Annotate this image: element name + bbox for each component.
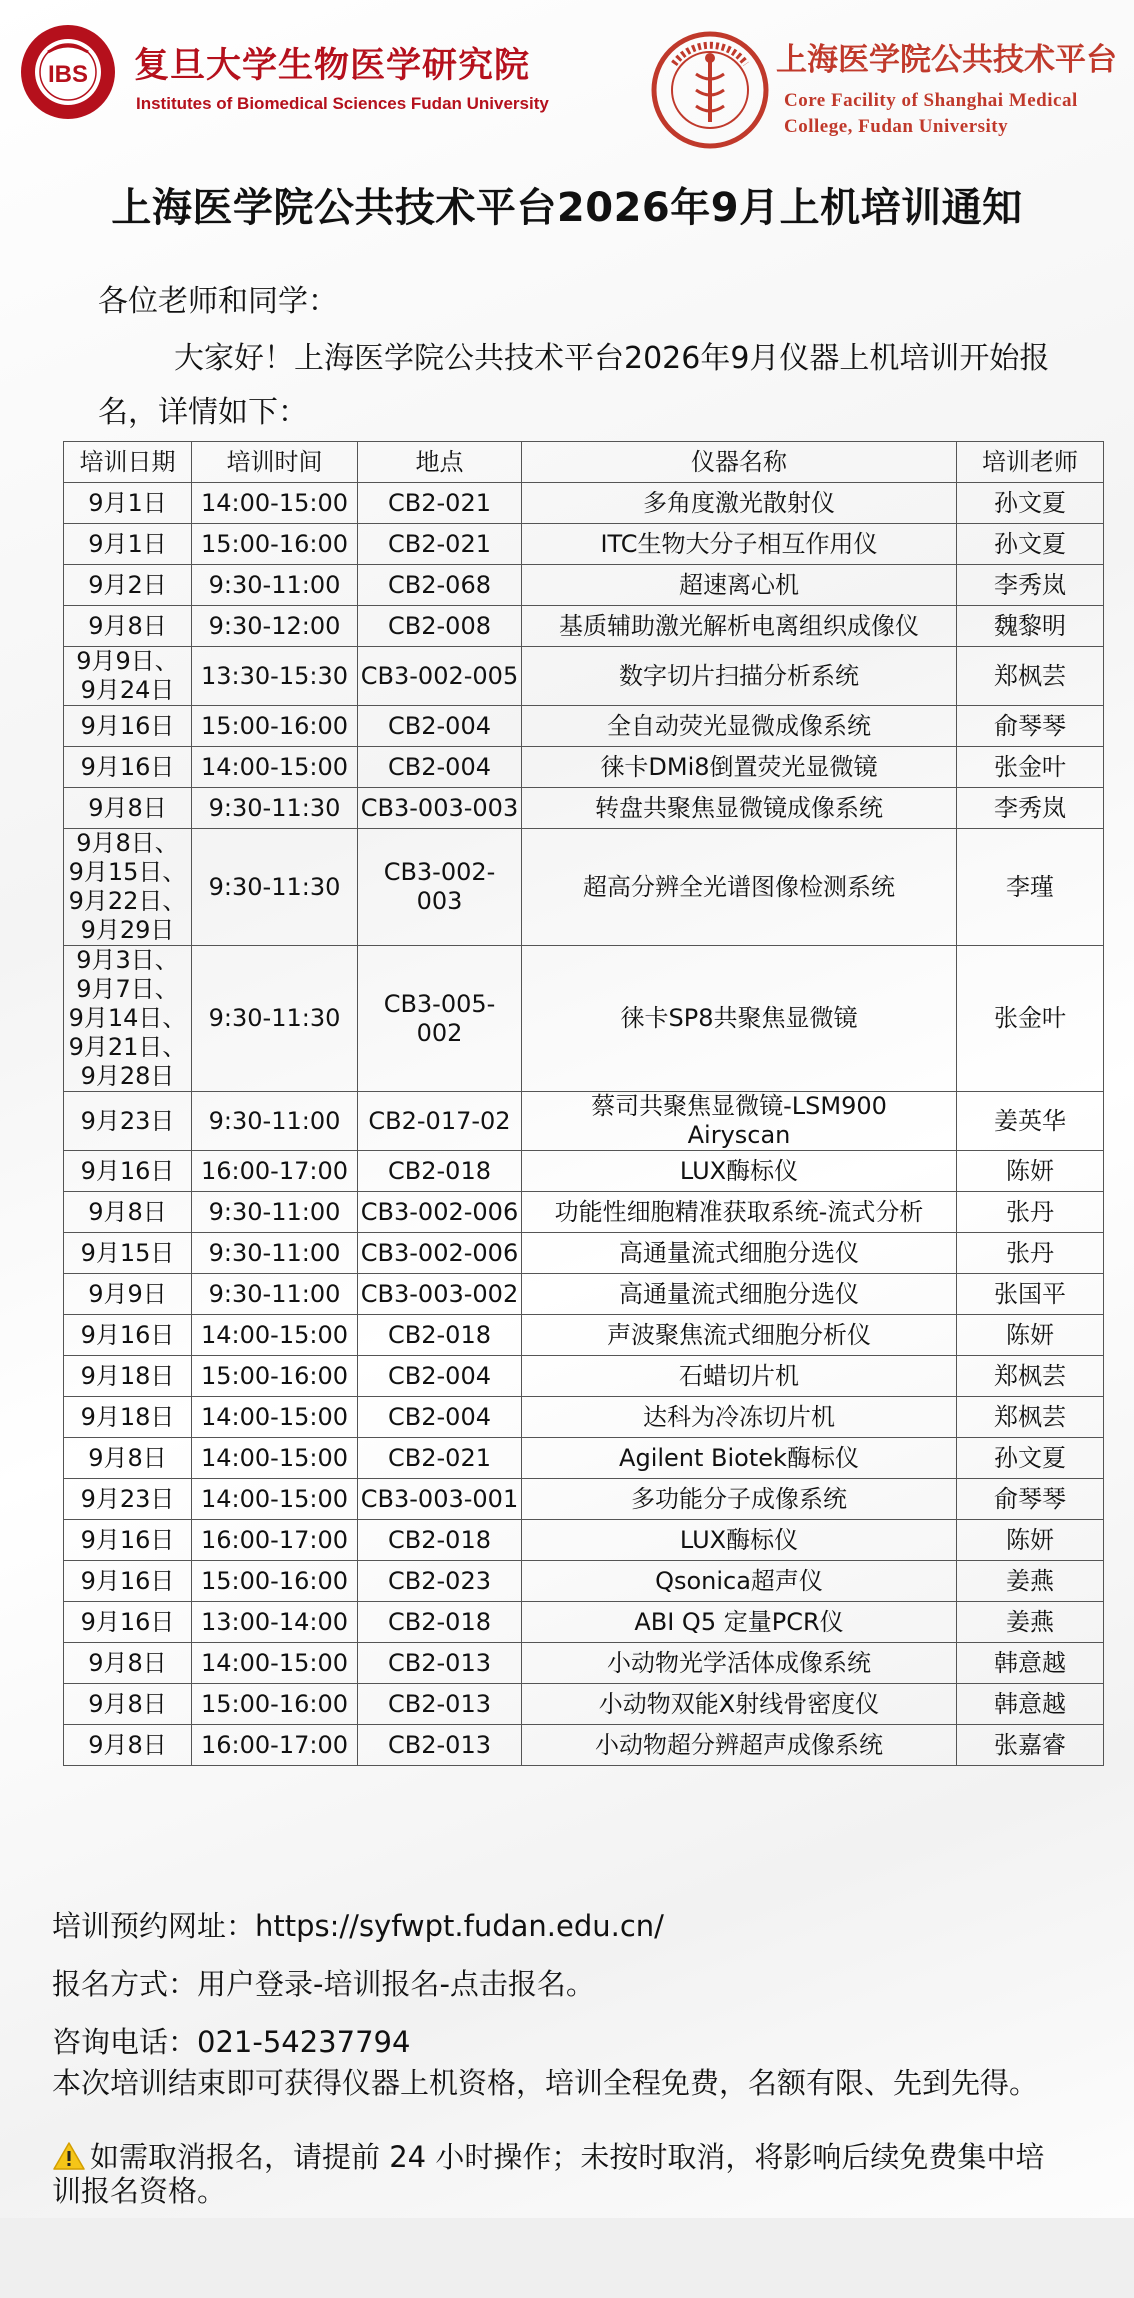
cell-date: 9月3日、 9月7日、 9月14日、 9月21日、 9月28日	[64, 946, 192, 1092]
cell-location: CB2-021	[358, 483, 522, 524]
cell-date: 9月2日	[64, 565, 192, 606]
cell-date: 9月9日、 9月24日	[64, 647, 192, 706]
cell-time: 13:30-15:30	[192, 647, 358, 706]
cell-instrument: 小动物双能X射线骨密度仪	[522, 1684, 957, 1725]
cell-instrument: 数字切片扫描分析系统	[522, 647, 957, 706]
table-row	[64, 1643, 1104, 1684]
cell-date: 9月15日	[64, 1233, 192, 1274]
cell-date: 9月8日	[64, 788, 192, 829]
cell-location: CB2-013	[358, 1725, 522, 1766]
table-row	[64, 565, 1104, 606]
table-row	[64, 1315, 1104, 1356]
cell-trainer: 张金叶	[957, 946, 1104, 1092]
table-row	[64, 1438, 1104, 1479]
cell-date: 9月8日	[64, 606, 192, 647]
cell-instrument: 声波聚焦流式细胞分析仪	[522, 1315, 957, 1356]
institute-name-cn: 复旦大学生物医学研究院	[134, 46, 531, 86]
cell-instrument: 小动物超分辨超声成像系统	[522, 1725, 957, 1766]
ibs-logo-label: IBS	[47, 61, 89, 88]
cell-instrument: 多功能分子成像系统	[522, 1479, 957, 1520]
table-row	[64, 1479, 1104, 1520]
cell-date: 9月8日、 9月15日、 9月22日、 9月29日	[64, 829, 192, 946]
note-cancellation	[52, 2140, 1052, 2208]
cell-instrument: 达科为冷冻切片机	[522, 1397, 957, 1438]
warning-icon	[52, 2141, 86, 2171]
cell-time: 9:30-11:00	[192, 1233, 358, 1274]
cell-time: 9:30-11:00	[192, 1274, 358, 1315]
cell-location: CB2-018	[358, 1602, 522, 1643]
bottom-band	[0, 2218, 1134, 2298]
cell-date: 9月23日	[64, 1092, 192, 1151]
cell-location: CB2-018	[358, 1520, 522, 1561]
cell-location: CB2-013	[358, 1684, 522, 1725]
cell-time: 14:00-15:00	[192, 1643, 358, 1684]
table-row	[64, 1356, 1104, 1397]
cell-instrument: 高通量流式细胞分选仪	[522, 1274, 957, 1315]
greeting-text: 各位老师和同学：	[98, 284, 338, 319]
cell-instrument: 多角度激光散射仪	[522, 483, 957, 524]
cell-date: 9月8日	[64, 1192, 192, 1233]
cell-time: 9:30-11:00	[192, 565, 358, 606]
header-trainer: 培训老师	[957, 442, 1104, 483]
cell-date: 9月8日	[64, 1438, 192, 1479]
cell-location: CB3-002-006	[358, 1233, 522, 1274]
platform-name-cn: 上海医学院公共技术平台	[776, 42, 1117, 78]
cell-instrument: 功能性细胞精准获取系统-流式分析	[522, 1192, 957, 1233]
cell-time: 16:00-17:00	[192, 1520, 358, 1561]
table-row	[64, 706, 1104, 747]
table-row	[64, 1520, 1104, 1561]
cell-time: 13:00-14:00	[192, 1602, 358, 1643]
cell-time: 15:00-16:00	[192, 1356, 358, 1397]
cell-trainer: 李瑾	[957, 829, 1104, 946]
cell-date: 9月23日	[64, 1479, 192, 1520]
table-row	[64, 647, 1104, 706]
cell-time: 9:30-11:30	[192, 829, 358, 946]
cell-location: CB2-021	[358, 524, 522, 565]
cell-trainer: 张丹	[957, 1192, 1104, 1233]
cell-time: 14:00-15:00	[192, 1479, 358, 1520]
cell-trainer: 郑枫芸	[957, 1397, 1104, 1438]
cell-time: 15:00-16:00	[192, 524, 358, 565]
cell-location: CB2-004	[358, 1356, 522, 1397]
header-time: 培训时间	[192, 442, 358, 483]
cell-location: CB2-004	[358, 706, 522, 747]
cell-time: 14:00-15:00	[192, 1438, 358, 1479]
training-schedule-table	[63, 441, 1104, 1766]
cell-date: 9月16日	[64, 706, 192, 747]
cell-time: 9:30-11:30	[192, 946, 358, 1092]
cell-time: 14:00-15:00	[192, 483, 358, 524]
cell-time: 14:00-15:00	[192, 747, 358, 788]
platform-name-en: Core Facility of Shanghai Medical College, Fudan University	[784, 90, 1078, 137]
page-title: 上海医学院公共技术平台2026年9月上机培训通知	[111, 185, 1023, 231]
cell-instrument: 小动物光学活体成像系统	[522, 1643, 957, 1684]
cell-time: 15:00-16:00	[192, 706, 358, 747]
cell-trainer: 陈妍	[957, 1315, 1104, 1356]
cell-location: CB3-003-001	[358, 1479, 522, 1520]
table-row	[64, 606, 1104, 647]
note-free-training: 本次培训结束即可获得仪器上机资格，培训全程免费，名额有限、先到先得。	[52, 2066, 1039, 2100]
cell-trainer: 孙文夏	[957, 483, 1104, 524]
cell-location: CB2-018	[358, 1315, 522, 1356]
cell-time: 14:00-15:00	[192, 1397, 358, 1438]
cell-date: 9月16日	[64, 1561, 192, 1602]
cell-date: 9月18日	[64, 1397, 192, 1438]
cell-location: CB3-005- 002	[358, 946, 522, 1092]
cell-location: CB2-004	[358, 1397, 522, 1438]
cell-instrument: 徕卡DMi8倒置荧光显微镜	[522, 747, 957, 788]
cell-location: CB2-018	[358, 1151, 522, 1192]
cell-instrument: ABI Q5 定量PCR仪	[522, 1602, 957, 1643]
table-row	[64, 1151, 1104, 1192]
phone-text: 咨询电话：021-54237794	[52, 2025, 411, 2059]
cell-trainer: 姜燕	[957, 1602, 1104, 1643]
table-row	[64, 829, 1104, 946]
table-row	[64, 1397, 1104, 1438]
cell-date: 9月18日	[64, 1356, 192, 1397]
cell-trainer: 郑枫芸	[957, 1356, 1104, 1397]
cell-instrument: ITC生物大分子相互作用仪	[522, 524, 957, 565]
cell-trainer: 张国平	[957, 1274, 1104, 1315]
cell-time: 15:00-16:00	[192, 1684, 358, 1725]
cell-trainer: 张嘉睿	[957, 1725, 1104, 1766]
cell-date: 9月16日	[64, 1315, 192, 1356]
cell-time: 16:00-17:00	[192, 1151, 358, 1192]
cell-instrument: Agilent Biotek酶标仪	[522, 1438, 957, 1479]
cell-time: 9:30-11:00	[192, 1192, 358, 1233]
cell-instrument: 徕卡SP8共聚焦显微镜	[522, 946, 957, 1092]
institute-name-en: Institutes of Biomedical Sciences Fudan University	[136, 94, 549, 113]
cell-trainer: 姜燕	[957, 1561, 1104, 1602]
cell-trainer: 魏黎明	[957, 606, 1104, 647]
cell-instrument: 石蜡切片机	[522, 1356, 957, 1397]
cell-trainer: 李秀岚	[957, 565, 1104, 606]
cell-instrument: Qsonica超声仪	[522, 1561, 957, 1602]
table-row	[64, 946, 1104, 1092]
table-row	[64, 524, 1104, 565]
table-header-row	[64, 442, 1104, 483]
cell-trainer: 韩意越	[957, 1684, 1104, 1725]
cell-instrument: LUX酶标仪	[522, 1151, 957, 1192]
cell-instrument: 超速离心机	[522, 565, 957, 606]
platform-seal-icon	[650, 30, 770, 150]
cell-trainer: 姜英华	[957, 1092, 1104, 1151]
cell-time: 14:00-15:00	[192, 1315, 358, 1356]
cell-instrument: 高通量流式细胞分选仪	[522, 1233, 957, 1274]
cell-location: CB3-002-005	[358, 647, 522, 706]
cell-location: CB2-013	[358, 1643, 522, 1684]
cell-time: 9:30-12:00	[192, 606, 358, 647]
cell-date: 9月1日	[64, 483, 192, 524]
header-location: 地点	[358, 442, 522, 483]
cell-location: CB3-003-003	[358, 788, 522, 829]
signup-method-text: 报名方式：用户登录-培训报名-点击报名。	[52, 1967, 595, 2001]
cell-trainer: 俞琴琴	[957, 1479, 1104, 1520]
cell-trainer: 俞琴琴	[957, 706, 1104, 747]
cell-time: 15:00-16:00	[192, 1561, 358, 1602]
cell-date: 9月8日	[64, 1684, 192, 1725]
table-row	[64, 1274, 1104, 1315]
cell-location: CB2-017-02	[358, 1092, 522, 1151]
cell-location: CB2-008	[358, 606, 522, 647]
table-row	[64, 788, 1104, 829]
cell-instrument: 转盘共聚焦显微镜成像系统	[522, 788, 957, 829]
table-row	[64, 1192, 1104, 1233]
table-body	[64, 483, 1104, 1766]
cell-location: CB2-021	[358, 1438, 522, 1479]
table-row	[64, 1092, 1104, 1151]
cell-location: CB3-002-006	[358, 1192, 522, 1233]
cell-location: CB2-023	[358, 1561, 522, 1602]
table-row	[64, 1561, 1104, 1602]
cell-trainer: 张金叶	[957, 747, 1104, 788]
ibs-logo-icon	[18, 22, 118, 122]
cell-time: 9:30-11:30	[192, 788, 358, 829]
cell-date: 9月8日	[64, 1643, 192, 1684]
cell-location: CB3-003-002	[358, 1274, 522, 1315]
cell-location: CB2-004	[358, 747, 522, 788]
cell-trainer: 郑枫芸	[957, 647, 1104, 706]
cell-date: 9月16日	[64, 1520, 192, 1561]
cell-trainer: 孙文夏	[957, 524, 1104, 565]
cell-instrument: LUX酶标仪	[522, 1520, 957, 1561]
cell-date: 9月16日	[64, 1151, 192, 1192]
cell-location: CB3-002- 003	[358, 829, 522, 946]
cell-instrument: 基质辅助激光解析电离组织成像仪	[522, 606, 957, 647]
cell-trainer: 张丹	[957, 1233, 1104, 1274]
table-row	[64, 483, 1104, 524]
cell-trainer: 李秀岚	[957, 788, 1104, 829]
table-row	[64, 1233, 1104, 1274]
cell-instrument: 蔡司共聚焦显微镜-LSM900 Airyscan	[522, 1092, 957, 1151]
cell-trainer: 陈妍	[957, 1520, 1104, 1561]
table-row	[64, 1602, 1104, 1643]
cell-date: 9月8日	[64, 1725, 192, 1766]
table-row	[64, 1725, 1104, 1766]
booking-url-text: 培训预约网址：https://syfwpt.fudan.edu.cn/	[52, 1909, 664, 1943]
table-row	[64, 1684, 1104, 1725]
cell-time: 16:00-17:00	[192, 1725, 358, 1766]
cell-time: 9:30-11:00	[192, 1092, 358, 1151]
cell-date: 9月9日	[64, 1274, 192, 1315]
header-instrument: 仪器名称	[522, 442, 957, 483]
table-row	[64, 747, 1104, 788]
cell-date: 9月16日	[64, 747, 192, 788]
cell-location: CB2-068	[358, 565, 522, 606]
cell-trainer: 孙文夏	[957, 1438, 1104, 1479]
intro-text: 大家好！上海医学院公共技术平台2026年9月仪器上机培训开始报名，详情如下：	[98, 341, 1050, 430]
header-date: 培训日期	[64, 442, 192, 483]
cell-date: 9月1日	[64, 524, 192, 565]
cell-instrument: 超高分辨全光谱图像检测系统	[522, 829, 957, 946]
cell-instrument: 全自动荧光显微成像系统	[522, 706, 957, 747]
cell-trainer: 陈妍	[957, 1151, 1104, 1192]
cell-trainer: 韩意越	[957, 1643, 1104, 1684]
note-cancellation-text: 如需取消报名，请提前 24 小时操作；未按时取消，将影响后续免费集中培训报名资格。	[52, 2140, 1045, 2208]
cell-date: 9月16日	[64, 1602, 192, 1643]
